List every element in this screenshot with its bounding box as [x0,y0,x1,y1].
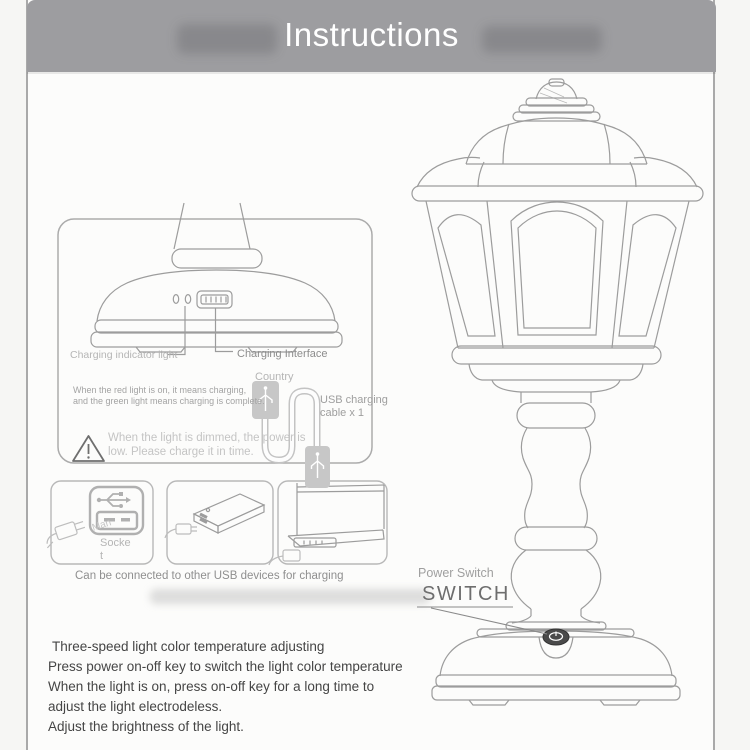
panels-caption: Can be connected to other USB devices for charging [75,570,344,582]
lantern-window-right [619,215,676,336]
switch-label: SWITCH [422,583,510,605]
footer-line-1: Three-speed light color temperature adjusting [52,639,325,654]
charging-port [197,291,232,308]
country-label: Country [255,371,294,383]
charging-indicator-lights [173,295,190,304]
footer-line-5: Adjust the brightness of the light. [48,719,244,734]
warning-triangle-icon [73,436,104,461]
mains-label: Man [90,517,113,534]
page-title: Instructions [284,16,459,53]
watermark-smudge [150,589,430,604]
lamp-base-front-view [91,203,342,352]
usb-connector-bottom [305,446,330,488]
lamp-stem [492,380,620,630]
left-border-line [26,0,28,750]
warning-text-line2: low. Please charge it in time. [108,446,254,458]
header-bar [27,0,716,72]
usb-plug-icon [165,524,197,538]
mains-plug-icon [42,519,87,548]
lamp-lantern-body [426,201,689,380]
lantern-window-left [438,215,495,336]
charge-status-note-line2: and the green light means charging is complete. [73,396,265,406]
socket-label-line1: Socke [100,537,131,549]
lamp-dome [412,118,703,201]
usb-cable-label-line2: cable x 1 [320,407,365,419]
usb-cable-label-line1: USB charging [320,394,388,406]
footer-line-2: Press power on-off key to switch the light color temperature [48,659,403,674]
footer-line-3: When the light is on, press on-off key for a long time to [48,679,375,694]
footer-instructions [48,637,403,737]
interface-leader-line [216,308,234,352]
footer-line-4: adjust the light electrodeless. [48,699,223,714]
switch-leader-line [417,607,547,634]
power-switch-label: Power Switch [418,566,494,580]
warning-text-line1: When the light is dimmed, the power is [108,432,306,444]
lamp-finial [513,79,600,121]
socket-label-line2: t [100,550,104,562]
lamp-drawing [395,78,725,712]
charging-indicator-label: Charging indicator light [70,349,178,361]
charge-status-note-line1: When the red light is on, it means charging, [73,385,247,395]
charging-interface-label: Charging Interface [237,348,328,360]
